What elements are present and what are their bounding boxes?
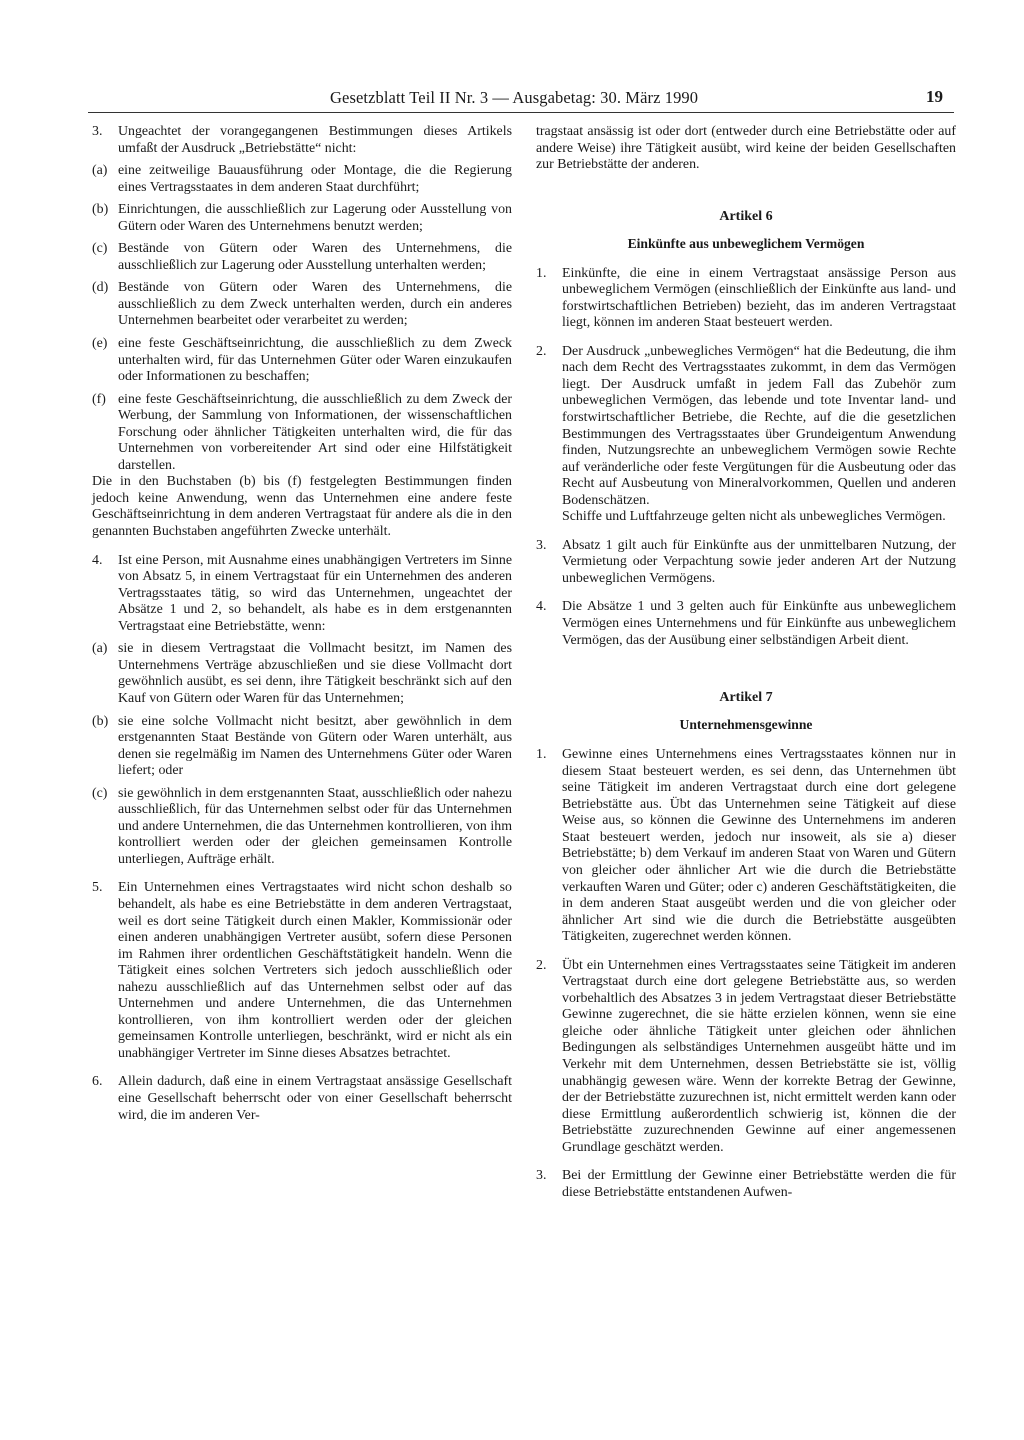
left-column xyxy=(92,124,512,1124)
paragraph-closing: Die in den Buchstaben (b) bis (f) festgelegten Bestimmungen finden jedoch keine Anwendung, wenn das Unternehmen eine andere feste Geschäftseinrichtung in dem anderen Vertragstaat für andere als die in den genannten Buchstaben angeführten Zwecke unterhält. xyxy=(92,474,512,540)
paragraph-number: 1. xyxy=(536,747,547,763)
list-item xyxy=(92,786,512,869)
article-7-heading: Artikel 7 xyxy=(719,690,773,706)
paragraph-4 xyxy=(92,553,512,636)
list-item xyxy=(92,641,512,707)
article-7-paragraph-3 xyxy=(536,1168,956,1201)
item-label: (b) xyxy=(92,713,109,729)
paragraph-text: Absatz 1 gilt auch für Einkünfte aus der unmittelbaren Nutzung, der Vermietung oder Verpachtung sowie jeder anderen Art der Nutzung unbeweglichen Vermögens. xyxy=(562,537,956,586)
paragraph-number: 2. xyxy=(536,957,547,973)
spacer xyxy=(536,526,956,538)
page-number: 19 xyxy=(926,87,943,106)
paragraph-text: Gewinne eines Unternehmens eines Vertragsstaates können nur in diesem Staat besteuert werden, es sei denn, das Unternehmen übt seine Tätigkeit im anderen Vertragstaat durch eine dort gelegene Betriebstätte aus. Übt das Unternehmen seine Tätigkeit auf diese Weise aus, so können die Gewinne des Unternehmens im anderen Staat besteuert werden, jedoch nur insoweit, als sie a) dieser Betriebstätte; b) dem Verkauf im anderen Staat von Waren und Gütern von gleicher oder ähnlicher Art wie die durch die Betriebstätte verkauften Waren und Güter; oder c) anderen Geschäftstätigkeiten, die in dem anderen Staat ausgeübt werden und die von gleicher oder ähnlicher Art sind wie die durch die Betriebstätte ausgeübten Tätigkeiten, zugerechnet werden können. xyxy=(562,747,956,945)
spacer xyxy=(536,587,956,599)
list-item xyxy=(92,336,512,386)
paragraph-number: 2. xyxy=(536,343,547,359)
paragraph-number: 3. xyxy=(536,537,547,553)
item-text: eine feste Geschäftseinrichtung, die ausschließlich zu dem Zweck der Werbung, der Sammlung von Informationen, der wissenschaftlichen Forschung oder ähnlicher Tätigkeiten unterhalten wird, die für das Unternehmen von vorbereitender Art sind oder eine Hilfstätigkeit darstellen. xyxy=(118,391,512,473)
paragraph-6 xyxy=(92,1074,512,1124)
paragraph-text: Ist eine Person, mit Ausnahme eines unabhängigen Vertreters im Sinne von Absatz 5, in einem Vertragstaat für ein Unternehmen des anderen Vertragsstaates tätig, so wird das Unternehmen, ungeachtet der Absätze 1 und 2, so behandelt, als habe es in dem erstgenannten Vertragstaat eine Betriebstätte, wenn: xyxy=(118,552,512,634)
item-text: Einrichtungen, die ausschließlich zur Lagerung oder Ausstellung von Gütern oder Waren des Unternehmens benutzt werden; xyxy=(118,202,512,234)
list-item xyxy=(92,280,512,330)
article-7-paragraph-1 xyxy=(536,747,956,946)
paragraph-text: Der Ausdruck „unbewegliches Vermögen“ hat die Bedeutung, die ihm nach dem Recht des Vertragsstaates zukommt, in dem das Vermögen liegt. Der Ausdruck umfaßt in jedem Fall das Zubehör zum unbeweglichen Vermögen, das lebende und tote Inventar land- und forstwirtschaftlicher Betriebe, die Rechte, auf die die gesetzlichen Bestimmungen des Vertragsstaates über Grundeigentum Anwendung finden, Nutzungsrechte an unbeweglichem Vermögen sowie Rechte auf veränderliche oder feste Vergütungen für die Ausbeutung oder das Recht auf Ausbeutung von Mineralvorkommen, Quellen und anderen Bodenschätzen. xyxy=(562,343,956,508)
paragraph-text: Ungeachtet der vorangegangenen Bestimmungen dieses Artikels umfaßt der Ausdruck „Betriebstätte“ nicht: xyxy=(118,124,512,156)
continuation-text: tragstaat ansässig ist oder dort (entweder durch eine Betriebstätte oder auf andere Weise) ihre Tätigkeit ausübt, wird keine der beiden Gesellschaften zur Betriebstätte der anderen. xyxy=(536,124,956,173)
article-7-subheading: Unternehmensgewinne xyxy=(679,717,813,733)
item-label: (b) xyxy=(92,202,109,218)
item-text: Bestände von Gütern oder Waren des Unternehmens, die ausschließlich zur Lagerung oder Ausstellung unterhalten werden; xyxy=(118,241,512,273)
paragraph-extra: Schiffe und Luftfahrzeuge gelten nicht als unbewegliches Vermögen. xyxy=(562,509,946,525)
paragraph-text: Die Absätze 1 und 3 gelten auch für Einkünfte aus unbeweglichem Vermögen eines Unternehmens und für Einkünfte aus unbeweglichem Vermögen, das der Ausübung einer selbständigen Arbeit dient. xyxy=(562,599,956,648)
spacer xyxy=(536,1156,956,1168)
header-rule xyxy=(88,112,954,113)
paragraph-5 xyxy=(92,880,512,1062)
item-label: (e) xyxy=(92,336,108,352)
right-column xyxy=(536,124,956,1201)
article-7-paragraph-2 xyxy=(536,958,956,1157)
item-label: (c) xyxy=(92,785,108,801)
spacer xyxy=(92,868,512,880)
paragraph-3 xyxy=(92,124,512,157)
spacer xyxy=(536,733,956,747)
item-label: (f) xyxy=(92,391,106,407)
paragraph-text: Einkünfte, die eine in einem Vertragstaat ansässige Person aus unbeweglichem Vermögen (einschließlich der Einkünfte aus land- und forstwirtschaftlichen Betrieben) bezieht, das im anderen Vertragstaat liegt, können im anderen Staat besteuert werden. xyxy=(562,265,956,331)
spacer xyxy=(536,174,956,208)
article-6-paragraph-1 xyxy=(536,266,956,332)
article-6-paragraph-3 xyxy=(536,538,956,588)
paragraph-number: 5. xyxy=(92,880,103,896)
article-6-heading: Artikel 6 xyxy=(719,208,773,224)
item-text: eine feste Geschäftseinrichtung, die ausschließlich zu dem Zweck unterhalten wird, für das Unternehmen Güter oder Waren einzukaufen oder Informationen zu beschaffen; xyxy=(118,336,512,385)
paragraph-text: Ein Unternehmen eines Vertragstaates wird nicht schon deshalb so behandelt, als habe es eine Betriebstätte in dem anderen Vertragstaat, weil es dort seine Tätigkeit durch einen Makler, Kommissionär oder einen anderen unabhängigen Vertreter ausübt, sofern diese Personen im Rahmen ihrer ordentlichen Geschäftstätigkeit handeln. Wenn die Tätigkeit eines solchen Vertreters sich jedoch ausschließlich oder nahezu ausschließlich auf das Unternehmen selbst oder auf das Unternehmen und andere Unternehmen, die das Unternehmen kontrollieren, von ihm kontrolliert werden oder der gleichen gemeinsamen Kontrolle unterliegen, beschränkt, wird er nicht als ein unabhängiger Vertreter im Sinne dieses Absatzes betrachtet. xyxy=(118,880,512,1061)
paragraph-number: 4. xyxy=(536,599,547,615)
spacer xyxy=(92,541,512,553)
list-item xyxy=(92,202,512,235)
article-6-subheading: Einkünfte aus unbeweglichem Vermögen xyxy=(627,235,865,251)
spacer xyxy=(92,1062,512,1074)
item-label: (a) xyxy=(92,163,108,179)
article-6-paragraph-2 xyxy=(536,344,956,526)
spacer xyxy=(536,252,956,266)
paragraph-text: Allein dadurch, daß eine in einem Vertragstaat ansässige Gesellschaft eine Gesellschaft beherrscht oder von einer Gesellschaft beherrscht wird, die im anderen Ver- xyxy=(118,1074,512,1123)
paragraph-number: 6. xyxy=(92,1074,103,1090)
spacer xyxy=(536,332,956,344)
paragraph-number: 1. xyxy=(536,265,547,281)
page-header xyxy=(0,88,1024,114)
item-text: sie gewöhnlich in dem erstgenannten Staat, ausschließlich oder nahezu ausschließlich, für das Unternehmen selbst oder für das Unternehmen und andere Unternehmen, die das Unternehmen kontrollieren, von ihm kontrolliert werden oder der gleichen gemeinsamen Kontrolle unterliegen, Aufträge erhält. xyxy=(118,785,512,867)
list-item xyxy=(92,241,512,274)
item-text: Bestände von Gütern oder Waren des Unternehmens, die ausschließlich zu dem Zweck unterhalten werden, durch ein anderes Unternehmen bearbeitet oder verarbeitet zu werden; xyxy=(118,280,512,329)
header-title: Gesetzblatt Teil II Nr. 3 — Ausgabetag: 30. März 1990 xyxy=(330,88,699,107)
item-text: sie in diesem Vertragstaat die Vollmacht besitzt, im Namen des Unternehmens Verträge abzuschließen und sie diese Vollmacht dort gewöhnlich ausübt, es sei denn, ihre Tätigkeit beschränkt sich auf den Kauf von Gütern oder Waren für das Unternehmen; xyxy=(118,641,512,706)
spacer xyxy=(536,649,956,689)
spacer xyxy=(536,946,956,958)
paragraph-text: Übt ein Unternehmen eines Vertragsstaates seine Tätigkeit im anderen Vertragstaat durch eine dort gelegene Betriebstätte aus, so werden vorbehaltlich des Absatzes 3 in jedem Vertragstaat dieser Betriebstätte Gewinne zugerechnet, die sie hätte erzielen können, wenn sie eine gleiche oder ähnliche Tätigkeit unter gleichen oder ähnlichen Bedingungen als selbständiges Unternehmen ausgeübt hätte und im Verkehr mit dem Unternehmen, dessen Betriebstätte sie ist, völlig unabhängig gewesen wäre. Wenn der korrekte Betrag der Gewinne, der der Betriebstätte zuzurechnen ist, nicht ermittelt werden kann oder diese Ermittlung außerordentlich schwierig ist, können die der Betriebstätte zuzurechnenden Gewinne auf einer angemessenen Grundlage geschätzt werden. xyxy=(562,957,956,1155)
item-text: sie eine solche Vollmacht nicht besitzt, aber gewöhnlich in dem erstgenannten Staat Bestände von Gütern oder Waren unterhält, aus denen sie regelmäßig im Namen des Unternehmens Güter oder Waren liefert; oder xyxy=(118,713,512,779)
item-text: eine zeitweilige Bauausführung oder Montage, die die Regierung eines Vertragsstaates in dem anderen Staat durchführt; xyxy=(118,163,512,195)
paragraph-text: Bei der Ermittlung der Gewinne einer Betriebstätte werden die für diese Betriebstätte entstandenen Aufwen- xyxy=(562,1168,956,1200)
item-label: (a) xyxy=(92,641,108,657)
paragraph-number: 3. xyxy=(92,124,103,139)
item-label: (c) xyxy=(92,241,108,257)
paragraph-number: 3. xyxy=(536,1168,547,1184)
article-6-paragraph-4 xyxy=(536,599,956,649)
paragraph-number: 4. xyxy=(92,552,103,568)
item-label: (d) xyxy=(92,280,109,296)
list-item xyxy=(92,714,512,780)
list-item xyxy=(92,392,512,475)
paragraph-body xyxy=(562,344,956,526)
list-item xyxy=(92,163,512,196)
